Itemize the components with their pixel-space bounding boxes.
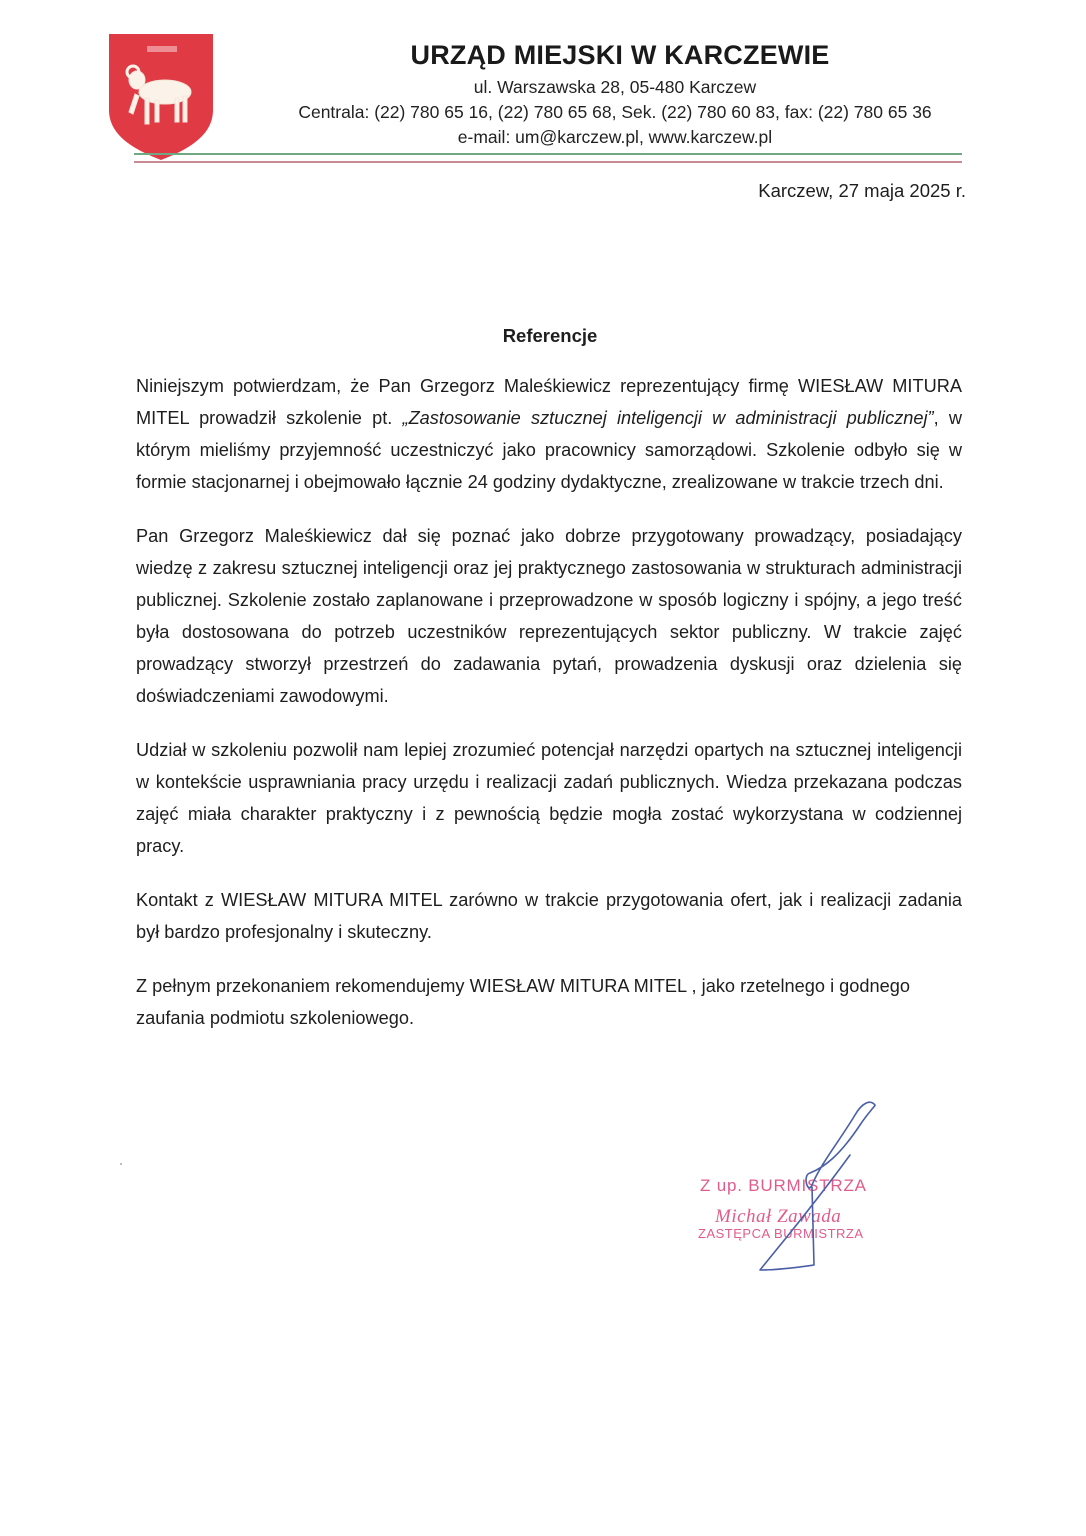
organization-phones: Centrala: (22) 780 65 16, (22) 780 65 68, Sek. (22) 780 60 83, fax: (22) 780 65 36 [298,102,932,122]
handwritten-signature-icon [740,1095,890,1280]
paragraph-1-intro: Niniejszym potwierdzam, że Pan Grzegorz Maleśkiewicz reprezentujący firmę WIESŁAW MITURA MITEL prowadził szkolenie pt. [136,376,962,428]
stamp-signatory-role: ZASTĘPCA BURMISTRZA [698,1226,864,1241]
coat-of-arms-icon [107,32,215,162]
organization-contact: e-mail: um@karczew.pl, www.karczew.pl [457,127,773,147]
letterhead [200,40,960,150]
paragraph-3: Udział w szkoleniu pozwolił nam lepiej zrozumieć potencjał narzędzi opartych na sztucznej inteligencji w kontekście usprawniania pracy urzędu i realizacji zadań publicznych. Wiedza przekazana podczas zajęć miała charakter praktyczny i z pewnością będzie mogła zostać wykorzystana w codziennej pracy. [136,740,962,856]
training-title: „Zastosowanie sztucznej inteligencji w administracji publicznej” [402,408,934,428]
organization-name: URZĄD MIEJSKI W KARCZEWIE [410,40,830,70]
signature-stroke [760,1102,875,1270]
letter-date: Karczew, 27 maja 2025 r. [758,180,966,201]
paragraph-5: Z pełnym przekonaniem rekomendujemy WIESŁAW MITURA MITEL , jako rzetelnego i godnego zaufania podmiotu szkoleniowego. [136,976,910,1028]
letter-body [136,370,962,1056]
header-rule-red [134,161,962,163]
paragraph-1-rest: , w którym mieliśmy przyjemność uczestniczyć jako pracownicy samorządowi. Szkolenie odbyło się w formie stacjonarnej i obejmowało łącznie 24 godziny dydaktyczne, zrealizowane w trakcie trzech dni. [136,408,962,492]
stamp-authority: Z up. BURMISTRZA [700,1176,867,1195]
letter-title: Referencje [502,325,598,346]
paragraph-4: Kontakt z WIESŁAW MITURA MITEL zarówno w trakcie przygotowania ofert, jak i realizacji zadania był bardzo profesjonalny i skuteczny. [136,890,962,942]
stamp-signatory-name: Michał Zawada [715,1206,842,1227]
header-rule-green [134,153,962,155]
crown-mark [147,46,177,52]
organization-address: ul. Warszawska 28, 05-480 Karczew [473,77,757,97]
scan-speck [120,1163,122,1165]
paragraph-1 [136,370,962,498]
paragraph-2: Pan Grzegorz Maleśkiewicz dał się poznać jako dobrze przygotowany prowadzący, posiadający wiedzę z zakresu sztucznej inteligencji oraz jej praktycznego zastosowania w strukturach administracji publicznej. Szkolenie zostało zaplanowane i przeprowadzone w sposób logiczny i spójny, a jego treść była dostosowana do potrzeb uczestników reprezentujących sektor publiczny. W trakcie zajęć prowadzący stworzył przestrzeń do zadawania pytań, prowadzenia dyskusji oraz dzielenia się doświadczeniami zawodowymi. [136,526,962,706]
